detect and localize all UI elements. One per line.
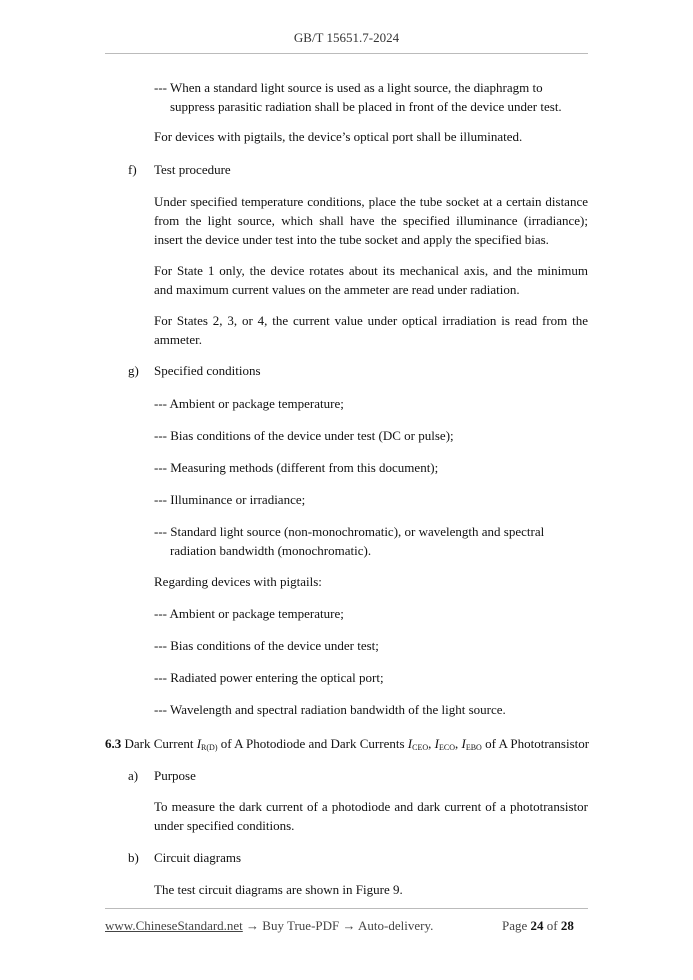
buy-true-pdf-link[interactable]: Buy True-PDF (262, 918, 340, 933)
item-g (128, 361, 588, 380)
item-a-label: a) (128, 768, 139, 783)
section-title-part: of A Phototransistor (481, 736, 590, 751)
section-title-part: Dark Current (121, 736, 197, 751)
page-word: Page (502, 918, 528, 933)
subscript-ebo: EBO (465, 743, 482, 752)
auto-delivery-text: Auto-delivery. (358, 918, 434, 933)
footer-divider (105, 908, 588, 909)
footer-links (105, 918, 433, 934)
paragraph-pigtails: For devices with pigtails, the device’s optical port shall be illuminated. (154, 129, 523, 144)
subscript-eco: ECO (438, 743, 455, 752)
arrow-right-icon: → (342, 918, 356, 933)
condition-light-source: --- Standard light source (non-monochromatic), or wavelength and spectral radiation bandwidth (monochromatic). (154, 524, 545, 558)
pigtail-wavelength: --- Wavelength and spectral radiation bandwidth of the light source. (154, 702, 506, 717)
separator: , (428, 736, 435, 751)
separator: , (454, 736, 462, 751)
item-f-title: Test procedure (154, 162, 231, 177)
paragraph-purpose: To measure the dark current of a photodiode and dark current of a phototransistor under specified conditions. (154, 799, 588, 833)
item-b-title: Circuit diagrams (154, 850, 242, 865)
paragraph-test-procedure: Under specified temperature conditions, place the tube socket at a certain distance from the light source, which shall have the specified illuminance (irradiance); insert the device under test into the tube socket and apply the specified bias. (154, 194, 588, 247)
item-g-label: g) (128, 363, 139, 378)
item-b (128, 848, 588, 867)
paragraph-diaphragm: --- When a standard light source is used as a light source, the diaphragm to suppress parasitic radiation shall be placed in front of the device under test. (154, 80, 562, 114)
paragraph-state-1: For State 1 only, the device rotates about its mechanical axis, and the minimum and maximum current values on the ammeter are read under radiation. (154, 263, 588, 297)
page-indicator (502, 918, 574, 934)
subscript-ceo: CEO (412, 743, 429, 752)
page-total: 28 (560, 918, 574, 933)
symbol-i: I (461, 736, 466, 751)
document-header: GB/T 15651.7-2024 (293, 30, 400, 45)
site-link[interactable]: www.ChineseStandard.net (105, 918, 243, 933)
section-number: 6.3 (105, 736, 122, 751)
header-divider (105, 53, 588, 54)
section-6-3-heading (105, 734, 595, 753)
condition-temperature: --- Ambient or package temperature; (154, 396, 344, 411)
condition-illuminance: --- Illuminance or irradiance; (154, 492, 306, 507)
item-f (128, 160, 588, 179)
of-word: of (546, 918, 558, 933)
item-f-label: f) (128, 162, 137, 177)
symbol-i: I (407, 736, 413, 751)
arrow-right-icon: → (246, 918, 260, 933)
page-number: 24 (530, 918, 544, 933)
condition-measuring-methods: --- Measuring methods (different from this document); (154, 460, 439, 475)
paragraph-circuit-diagrams: The test circuit diagrams are shown in Figure 9. (154, 882, 403, 897)
paragraph-states-2-4: For States 2, 3, or 4, the current value under optical irradiation is read from the ammeter. (154, 313, 588, 347)
paragraph-pigtail-devices: Regarding devices with pigtails: (154, 574, 322, 589)
section-title-part: of A Photodiode and Dark Currents (217, 736, 408, 751)
pigtail-temperature: --- Ambient or package temperature; (154, 606, 344, 621)
subscript-rd: R(D) (201, 743, 218, 752)
pigtail-radiated-power: --- Radiated power entering the optical port; (154, 670, 384, 685)
symbol-i: I (196, 736, 202, 751)
symbol-i: I (434, 736, 439, 751)
pigtail-bias: --- Bias conditions of the device under test; (154, 638, 379, 653)
item-a-title: Purpose (154, 768, 196, 783)
item-g-title: Specified conditions (154, 363, 261, 378)
item-a (128, 766, 588, 785)
condition-bias: --- Bias conditions of the device under test (DC or pulse); (154, 428, 454, 443)
item-b-label: b) (128, 850, 139, 865)
